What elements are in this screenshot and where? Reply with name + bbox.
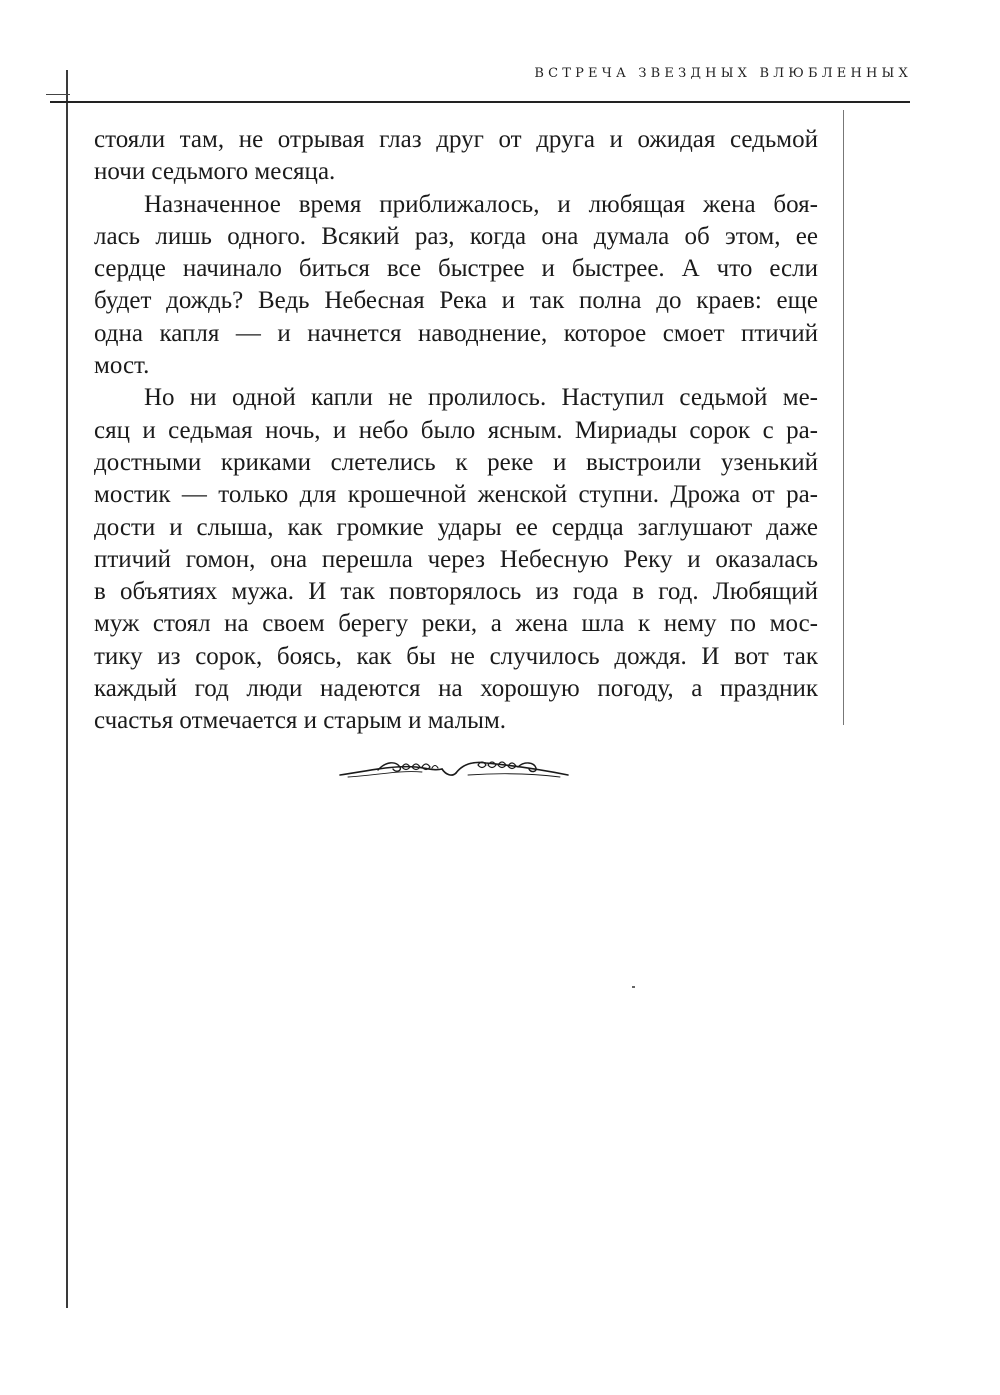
decorative-flourish-icon — [338, 755, 570, 785]
paragraph-2-line-1: Назначенное время приближалось, и любящая жена боя- — [144, 190, 818, 218]
paragraph-2-line-5: одна капля — и начнется наводнение, которое смоет птичий — [94, 319, 818, 347]
paragraph-2-line-4: будет дождь? Ведь Небесная Река и так полна до краев: еще — [94, 287, 818, 315]
paragraph-3-line-9: тику из сорок, боясь, как бы не случилось дождя. И вот так — [94, 642, 818, 670]
speck — [632, 986, 635, 988]
paragraph-3-line-2: сяц и седьмая ночь, и небо было ясным. Мириады сорок с ра- — [94, 416, 818, 444]
paragraph-3-line-4: мостик — только для крошечной женской ступни. Дрожа от ра- — [94, 481, 818, 509]
paragraph-3-line-3: достными криками слетелись к реке и выстроили узенький — [94, 448, 818, 476]
paragraph-3-line-10: каждый год люди надеются на хорошую погоду, а праздник — [94, 675, 818, 703]
left-margin-rule — [66, 70, 68, 1308]
paragraph-1-line-2: ночи седьмого месяца. — [94, 158, 336, 186]
paragraph-3-line-6: птичий гомон, она перешла через Небесную Реку и оказалась — [94, 545, 818, 573]
right-margin-rule — [843, 110, 844, 725]
paragraph-3-line-11: счастья отмечается и старым и малым. — [94, 707, 507, 735]
paragraph-1-line-1: стояли там, не отрывая глаз друг от друга и ожидая седьмой — [94, 126, 818, 153]
paragraph-3-line-1: Но ни одной капли не пролилось. Наступил седьмой ме- — [144, 384, 818, 412]
paragraph-2-line-6: мост. — [94, 352, 150, 380]
body-text — [94, 124, 818, 738]
paragraph-2-line-2: лась лишь одного. Всякий раз, когда она думала об этом, ее — [94, 222, 818, 250]
paragraph-3-line-7: в объятиях мужа. И так повторялось из года в год. Любящий — [94, 578, 818, 606]
header-rule — [50, 101, 910, 103]
paragraph-3-line-8: муж стоял на своем берегу реки, а жена шла к нему по мос- — [94, 610, 818, 638]
crop-mark — [46, 94, 70, 95]
paragraph-3-line-5: дости и слыша, как громкие удары ее сердца заглушают даже — [94, 513, 818, 541]
running-head: ВСТРЕЧА ЗВЕЗДНЫХ ВЛЮБЛЕННЫХ — [534, 66, 912, 81]
paragraph-2-line-3: сердце начинало биться все быстрее и быстрее. А что если — [94, 255, 818, 283]
